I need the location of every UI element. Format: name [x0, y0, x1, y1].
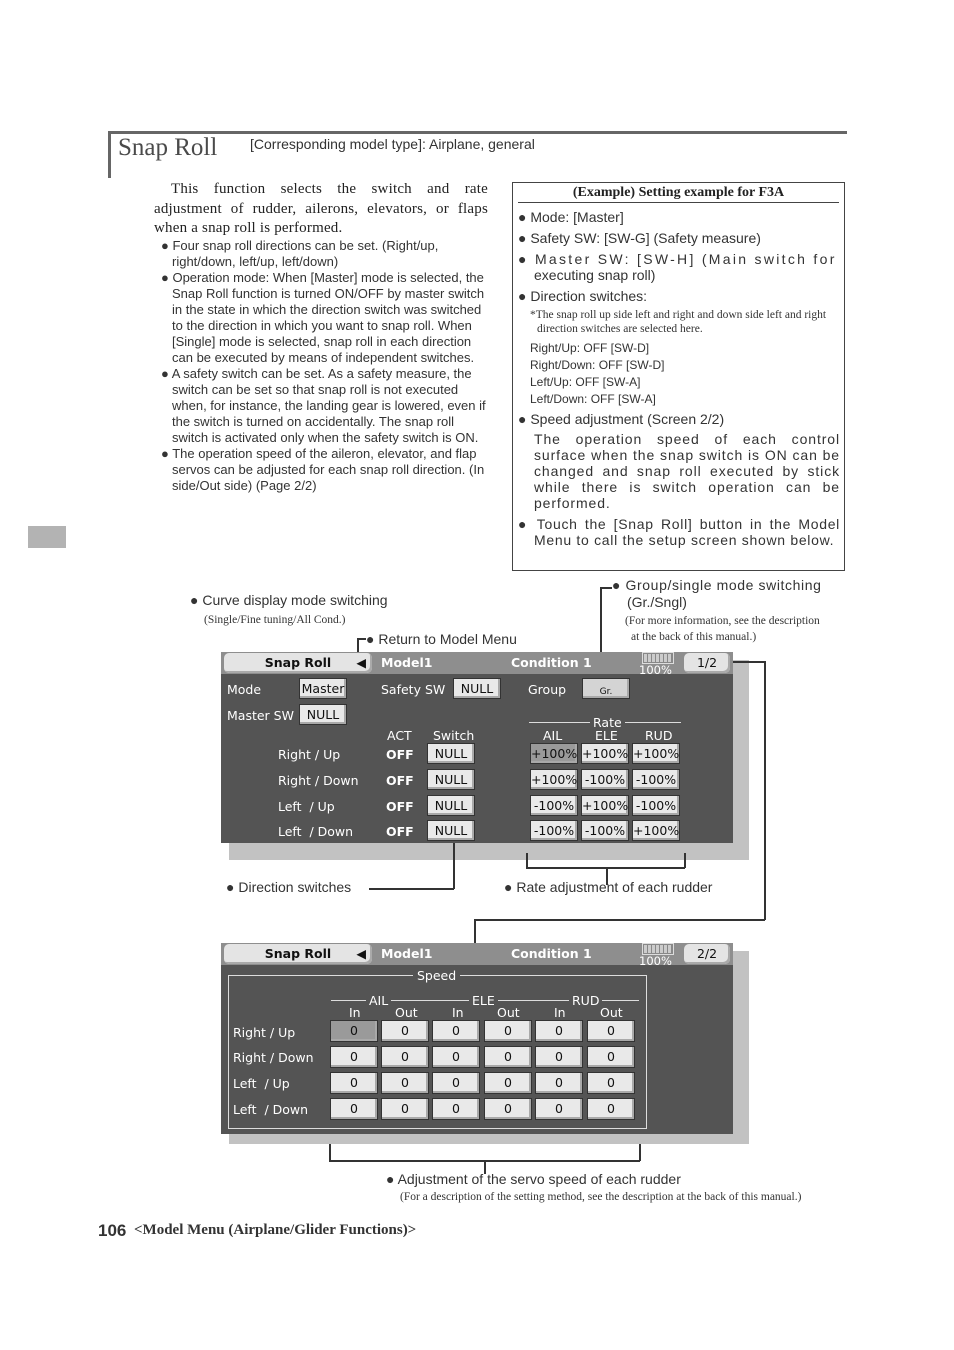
speed-ail-in-button[interactable]: 0: [330, 1098, 378, 1120]
rate-rud-button[interactable]: -100%: [632, 795, 680, 816]
example-speed: ● Speed adjustment (Screen 2/2): [518, 411, 725, 427]
speed-ele-in-button[interactable]: 0: [432, 1072, 480, 1094]
act-column-header: ACT: [387, 728, 412, 743]
direction-label: Left / Up: [233, 1076, 290, 1091]
rate-col-ele: ELE: [595, 728, 618, 743]
speed-ail-in-button[interactable]: 0: [330, 1020, 378, 1042]
example-master-sw: ● Master SW: [SW-H] (Main switch for: [518, 251, 837, 267]
connector-page-v2: [474, 919, 476, 943]
rate-ele-button[interactable]: -100%: [581, 769, 629, 790]
model-name: Model1: [381, 946, 433, 961]
connector-page-h2: [474, 919, 765, 921]
example-sw-left-down: Left/Down: OFF [SW-A]: [530, 392, 656, 406]
subcol-ail-in: In: [349, 1005, 361, 1020]
bracket-speed-right: [639, 1144, 641, 1161]
direction-label: Right / Down: [233, 1050, 314, 1065]
snap-roll-tab-button[interactable]: [224, 653, 372, 673]
return-icon: ◀: [356, 946, 366, 961]
speed-rud-out-button[interactable]: 0: [587, 1046, 635, 1068]
speed-ail-out-button[interactable]: 0: [381, 1098, 429, 1120]
callout-group-mode: ● Group/single mode switching: [612, 577, 822, 593]
group-button[interactable]: Gr.: [582, 678, 630, 699]
rate-ele-button[interactable]: +100%: [581, 743, 629, 764]
callout-servo-speed: ● Adjustment of the servo speed of each rudder: [386, 1171, 681, 1187]
direction-label: Left / Up: [278, 799, 335, 814]
example-sw-right-up: Right/Up: OFF [SW-D]: [530, 341, 650, 355]
direction-label: Left / Down: [278, 824, 354, 839]
example-direction: ● Direction switches:: [518, 288, 648, 304]
rate-rud-button[interactable]: -100%: [632, 769, 680, 790]
subcol-ele-in: In: [452, 1005, 464, 1020]
direction-switch-button[interactable]: NULL: [427, 795, 475, 816]
speed-rud-in-button[interactable]: 0: [535, 1020, 583, 1042]
snap-roll-tab-label: Snap Roll: [264, 655, 332, 670]
example-heading: (Example) Setting example for F3A: [518, 185, 839, 203]
bullet-operation-mode: ● Operation mode: When [Master] mode is selected, the Snap Roll function is turned ON/OFF by master switch in the state in which the direction switch was switched to the direction in which you want to snap roll. When [Single] mode is selected, snap roll in each direction can be executed by means of independent switches.: [161, 270, 485, 365]
page-button[interactable]: 2/2: [684, 944, 730, 964]
callout-curve-note: (Single/Fine tuning/All Cond.): [204, 614, 346, 626]
bracket-speed-left: [329, 1144, 331, 1161]
speed-ele-out-button[interactable]: 0: [484, 1072, 532, 1094]
rate-ail-button[interactable]: -100%: [530, 795, 578, 816]
direction-label: Left / Down: [233, 1102, 309, 1117]
bullet-directions: ● Four snap roll directions can be set. (Right/up, right/down, left/up, left/down): [161, 238, 439, 269]
safety-sw-button[interactable]: NULL: [453, 678, 501, 699]
speed-ele-in-button[interactable]: 0: [432, 1098, 480, 1120]
speed-frame-label: Speed: [413, 968, 460, 983]
rate-ail-button[interactable]: -100%: [530, 820, 578, 841]
example-master-sw-cont: executing snap roll): [534, 267, 656, 283]
feature-bullets: [159, 238, 489, 494]
title-rule-left: [108, 131, 111, 178]
callout-rate-adjustment: ● Rate adjustment of each rudder: [504, 879, 713, 895]
act-status: OFF: [386, 747, 414, 762]
example-sw-left-up: Left/Up: OFF [SW-A]: [530, 375, 641, 389]
group-label: Group: [528, 682, 567, 697]
page-button[interactable]: 1/2: [684, 653, 730, 673]
condition-name: Condition 1: [511, 946, 592, 961]
rate-ail-button[interactable]: +100%: [530, 743, 578, 764]
example-mode: ● Mode: [Master]: [518, 209, 624, 225]
callout-direction-switches: ● Direction switches: [226, 879, 352, 895]
connector-direction-v: [453, 843, 455, 889]
callout-return-menu: ● Return to Model Menu: [366, 631, 517, 647]
rate-ele-button[interactable]: +100%: [581, 795, 629, 816]
master-sw-label: Master SW: [227, 708, 294, 723]
speed-ail-out-button[interactable]: 0: [381, 1020, 429, 1042]
example-note-b: direction switches are selected here.: [537, 323, 703, 335]
footer-section: <Model Menu (Airplane/Glider Functions)>: [134, 1222, 417, 1238]
condition-name: Condition 1: [511, 655, 592, 670]
switch-column-header: Switch: [433, 728, 475, 743]
subcol-ele-out: Out: [497, 1005, 520, 1020]
example-sw-right-down: Right/Down: OFF [SW-D]: [530, 358, 665, 372]
callout-group-mode-b: (Gr./Sngl): [627, 594, 687, 610]
speed-rud-out-button[interactable]: 0: [587, 1072, 635, 1094]
mode-label: Mode: [227, 682, 262, 697]
snap-roll-tab-label: Snap Roll: [264, 946, 332, 961]
callout-servo-speed-note: (For a description of the setting method, see the description at the back of this manual.): [400, 1191, 802, 1203]
bracket-rate-left: [526, 853, 528, 868]
screen-snap-roll-page2: [221, 943, 733, 1134]
direction-switch-button[interactable]: NULL: [427, 769, 475, 790]
battery-level: 100%: [639, 954, 672, 968]
intro-paragraph: This function selects the switch and rate adjustment of rudder, ailerons, elevators, or flaps when a snap roll is performed.: [154, 181, 488, 236]
act-status: OFF: [386, 773, 414, 788]
example-touch: ● Touch the [Snap Roll] button in the Model Menu to call the setup screen shown below.: [518, 516, 840, 548]
speed-rud-in-button[interactable]: 0: [535, 1072, 583, 1094]
bracket-rate-right: [684, 853, 686, 868]
direction-label: Right / Up: [233, 1025, 296, 1040]
section-tab-marker: [28, 526, 66, 548]
safety-sw-label: Safety SW: [381, 682, 446, 697]
speed-ail-out-button[interactable]: 0: [381, 1072, 429, 1094]
connector-direction-h: [369, 888, 454, 890]
speed-rud-out-button[interactable]: 0: [587, 1098, 635, 1120]
speed-ele-out-button[interactable]: 0: [484, 1098, 532, 1120]
example-box: [512, 182, 845, 571]
speed-rud-out-button[interactable]: 0: [587, 1020, 635, 1042]
bullet-operation-speed: ● The operation speed of the aileron, elevator, and flap servos can be adjusted for each snap roll direction. (In side/Out side) (Page 2/2): [161, 446, 485, 493]
group-ail-label: AIL: [366, 993, 391, 1008]
subcol-rud-in: In: [554, 1005, 566, 1020]
return-icon: ◀: [356, 655, 366, 670]
rate-rud-button[interactable]: +100%: [632, 743, 680, 764]
speed-ail-in-button[interactable]: 0: [330, 1072, 378, 1094]
connector-page-h: [733, 661, 765, 663]
model-type-note: [Corresponding model type]: Airplane, general: [250, 136, 535, 152]
rate-rud-button[interactable]: +100%: [632, 820, 680, 841]
direction-switch-button[interactable]: NULL: [427, 743, 475, 764]
act-status: OFF: [386, 799, 414, 814]
subcol-ail-out: Out: [395, 1005, 418, 1020]
speed-ail-in-button[interactable]: 0: [330, 1046, 378, 1068]
callout-group-note-a: (For more information, see the description: [625, 615, 820, 627]
rate-ele-button[interactable]: -100%: [581, 820, 629, 841]
screen-snap-roll-page1: [221, 652, 733, 843]
page-number: 106: [98, 1221, 127, 1240]
callout-group-note-b: at the back of this manual.): [631, 631, 757, 643]
speed-ail-out-button[interactable]: 0: [381, 1046, 429, 1068]
rate-col-rud: RUD: [645, 728, 673, 743]
direction-switch-button[interactable]: NULL: [427, 820, 475, 841]
direction-label: Right / Down: [278, 773, 359, 788]
speed-ele-out-button[interactable]: 0: [484, 1020, 532, 1042]
rate-group-label: Rate: [590, 715, 625, 730]
page-title: Snap Roll: [118, 134, 218, 161]
speed-ele-in-button[interactable]: 0: [432, 1020, 480, 1042]
example-note-a: *The snap roll up side left and right and down side left and right: [530, 309, 827, 321]
rate-ail-button[interactable]: +100%: [530, 769, 578, 790]
direction-label: Right / Up: [278, 747, 341, 762]
model-name: Model1: [381, 655, 433, 670]
bullet-safety-switch: ● A safety switch can be set. As a safety measure, the switch can be set so that snap roll is not executed when, for instance, the landing gear is lowered, even if the switch is turned on accidentally. The snap roll switch is activated only when the safety switch is ON.: [161, 366, 486, 445]
speed-rud-in-button[interactable]: 0: [535, 1046, 583, 1068]
mode-button[interactable]: Master: [299, 678, 347, 699]
rate-col-ail: AIL: [543, 728, 563, 743]
act-status: OFF: [386, 824, 414, 839]
connector-group-h: [600, 587, 612, 589]
speed-rud-in-button[interactable]: 0: [535, 1098, 583, 1120]
example-safety: ● Safety SW: [SW-G] (Safety measure): [518, 230, 761, 246]
master-sw-button[interactable]: NULL: [299, 704, 347, 725]
subcol-rud-out: Out: [600, 1005, 623, 1020]
callout-curve-display: ● Curve display mode switching: [190, 592, 388, 608]
group-ele-label: ELE: [469, 993, 498, 1008]
connector-page-v: [764, 661, 766, 920]
example-speed-desc: The operation speed of each control surface when the snap switch is ON can be changed and snap roll executed by stick while there is switch operation can be performed.: [534, 431, 840, 511]
group-rud-label: RUD: [569, 993, 602, 1008]
title-rule: [108, 131, 847, 134]
snap-roll-tab-button[interactable]: [224, 944, 372, 964]
speed-ele-in-button[interactable]: 0: [432, 1046, 480, 1068]
battery-level: 100%: [639, 663, 672, 677]
speed-ele-out-button[interactable]: 0: [484, 1046, 532, 1068]
